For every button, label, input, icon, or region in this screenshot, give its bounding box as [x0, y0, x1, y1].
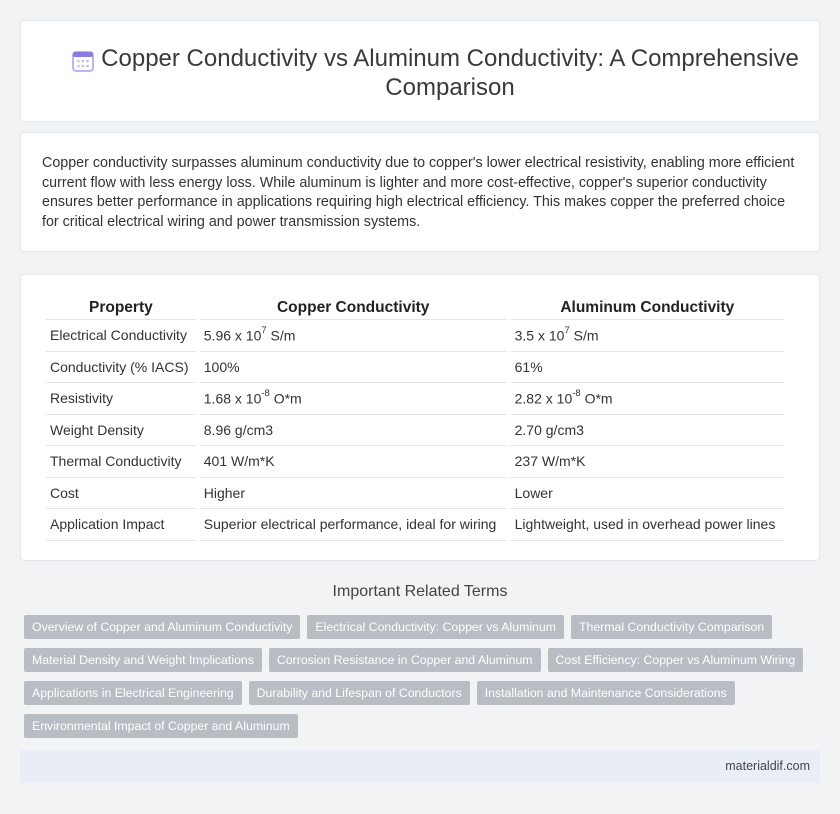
cell-unit: S/m	[266, 327, 296, 344]
title-card	[20, 20, 820, 122]
table-row	[46, 446, 784, 478]
page-title: Copper Conductivity vs Aluminum Conductivity: A Comprehensive Comparison	[101, 45, 799, 101]
table-row	[46, 415, 784, 447]
comparison-table	[42, 292, 788, 541]
related-term-tag[interactable]: Environmental Impact of Copper and Aluminum	[24, 714, 298, 738]
related-terms-heading: Important Related Terms	[332, 583, 508, 600]
cell-copper	[200, 352, 507, 384]
cell-value: 237 W/m*K	[514, 453, 586, 470]
cell-property: Weight Density	[46, 415, 196, 447]
cell-value: 401 W/m*K	[203, 453, 275, 470]
cell-property: Cost	[46, 478, 196, 510]
comparison-table-card	[20, 274, 820, 561]
cell-exponent: -8	[261, 387, 270, 399]
related-term-tag[interactable]: Applications in Electrical Engineering	[24, 681, 242, 705]
footer	[20, 750, 820, 783]
cell-copper	[200, 383, 507, 415]
cell-value: 100%	[203, 358, 240, 375]
cell-property: Conductivity (% IACS)	[46, 352, 196, 384]
cell-unit: S/m	[569, 327, 599, 344]
table-body	[46, 320, 784, 541]
related-term-tag[interactable]: Installation and Maintenance Considerations	[477, 681, 735, 705]
table-header-row	[46, 292, 784, 320]
related-term-tag[interactable]: Cost Efficiency: Copper vs Aluminum Wiring	[548, 648, 804, 672]
cell-copper	[200, 415, 507, 447]
cell-aluminum	[511, 446, 784, 478]
cell-copper	[200, 478, 507, 510]
footer-site-name: materialdif.com	[725, 759, 810, 773]
cell-property: Thermal Conductivity	[46, 446, 196, 478]
cell-aluminum	[511, 320, 784, 352]
cell-exponent: 7	[564, 324, 570, 336]
cell-value: 3.5 x 10	[514, 327, 565, 344]
cell-unit: O*m	[580, 390, 613, 407]
cell-value: 2.82 x 10	[514, 390, 573, 407]
related-term-tag[interactable]: Overview of Copper and Aluminum Conductivity	[24, 615, 300, 639]
related-term-tag[interactable]: Corrosion Resistance in Copper and Aluminum	[269, 648, 541, 672]
cell-aluminum	[511, 509, 784, 541]
cell-value: 1.68 x 10	[203, 390, 262, 407]
cell-aluminum	[511, 383, 784, 415]
cell-value: Superior electrical performance, ideal for wiring	[203, 516, 497, 533]
cell-property: Application Impact	[46, 509, 196, 541]
cell-value: 8.96 g/cm3	[203, 421, 274, 438]
cell-value: Lightweight, used in overhead power lines	[514, 516, 776, 533]
cell-value: Higher	[203, 484, 246, 501]
cell-copper	[200, 446, 507, 478]
cell-property: Electrical Conductivity	[46, 320, 196, 352]
related-term-tag[interactable]: Electrical Conductivity: Copper vs Aluminum	[307, 615, 564, 639]
table-row	[46, 320, 784, 352]
intro-card	[20, 132, 820, 252]
cell-aluminum	[511, 415, 784, 447]
header-aluminum: Aluminum Conductivity	[511, 292, 784, 320]
related-terms-list	[24, 615, 814, 738]
cell-value: 61%	[514, 358, 543, 375]
related-term-tag[interactable]: Material Density and Weight Implications	[24, 648, 262, 672]
cell-exponent: -8	[572, 387, 581, 399]
related-term-tag[interactable]: Thermal Conductivity Comparison	[571, 615, 772, 639]
cell-copper	[200, 320, 507, 352]
cell-property: Resistivity	[46, 383, 196, 415]
cell-value: 5.96 x 10	[203, 327, 262, 344]
cell-aluminum	[511, 478, 784, 510]
cell-unit: O*m	[269, 390, 302, 407]
intro-paragraph: Copper conductivity surpasses aluminum conductivity due to copper's lower electrical resistivity, enabling more efficient current flow with less energy loss. While aluminum is lighter and more cost-effective, copper's superior conductivity ensures better performance in applications requiring high electrical efficiency. This makes copper the preferred choice for critical electrical wiring and power transmission systems.	[42, 155, 795, 230]
table-row	[46, 383, 784, 415]
cell-aluminum	[511, 352, 784, 384]
table-row	[46, 509, 784, 541]
cell-exponent: 7	[261, 324, 267, 336]
header-property: Property	[46, 292, 196, 320]
table-row	[46, 352, 784, 384]
header-copper: Copper Conductivity	[200, 292, 507, 320]
cell-value: 2.70 g/cm3	[514, 421, 584, 438]
cell-value: Lower	[514, 484, 553, 501]
table-row	[46, 478, 784, 510]
related-term-tag[interactable]: Durability and Lifespan of Conductors	[249, 681, 470, 705]
cell-copper	[200, 509, 507, 541]
